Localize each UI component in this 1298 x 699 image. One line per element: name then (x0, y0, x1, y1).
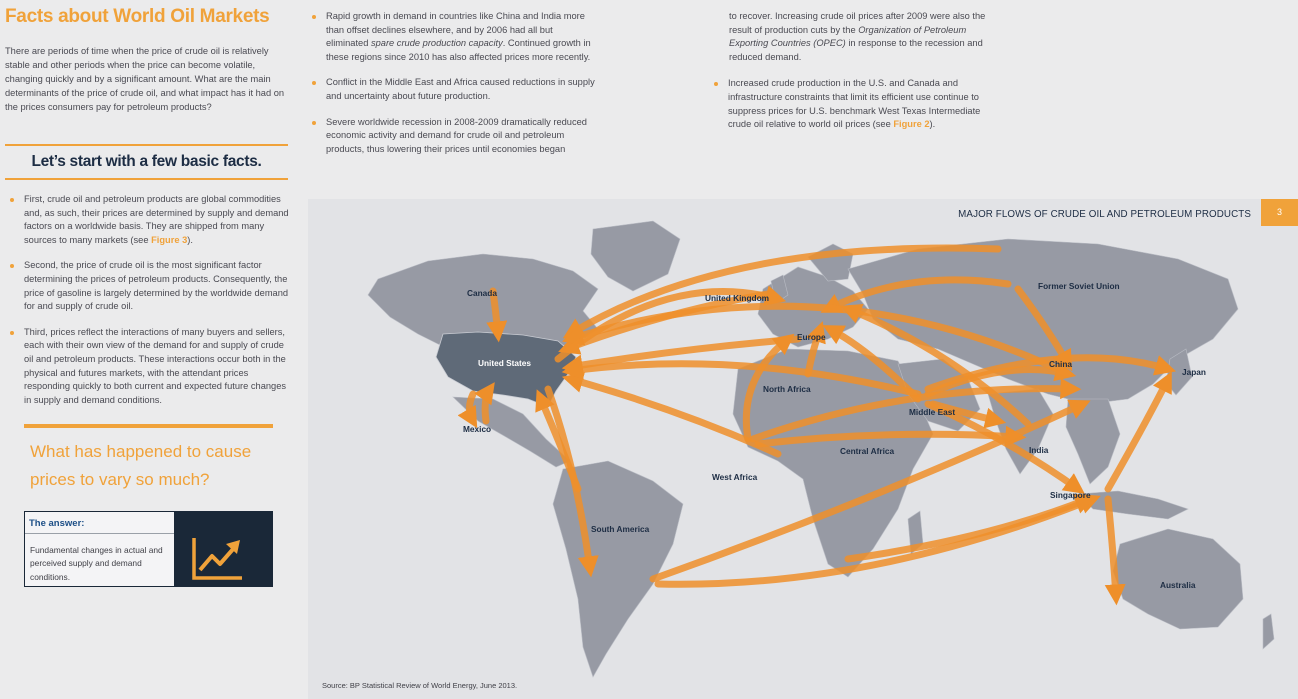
list-item: Rapid growth in demand in countries like China and India more than offset declines elsewhere, and by 2006 had all but eliminated spare crude production capacity. Continued growth in these regions since 2010 has also affected prices more recently. (307, 10, 595, 64)
figure-3-link[interactable]: Figure 3 (151, 234, 188, 245)
question-divider (24, 424, 273, 428)
map-label-europe: Europe (797, 332, 826, 342)
map-label-west-africa: West Africa (712, 472, 758, 482)
basics-heading-box (5, 144, 288, 180)
answer-divider (25, 533, 174, 534)
united-states-highlight (436, 332, 576, 407)
bullet-dot-icon (312, 15, 316, 19)
figure-2-link[interactable]: Figure 2 (893, 119, 930, 130)
answer-heading: The answer: (29, 518, 85, 529)
map-label-china: China (1049, 359, 1073, 369)
flow-us-to-mexico (470, 394, 474, 421)
new-zealand-landmass (1263, 614, 1274, 649)
map-label-central-africa: Central Africa (840, 446, 895, 456)
page-number-badge: 3 (1261, 199, 1298, 226)
map-label-mexico: Mexico (463, 424, 492, 434)
continued-paragraph: to recover. Increasing crude oil prices after 2009 were also the result of production cuts by the Organization of Petroleum Exporting Countries (OPEC) in response to the recession and reduced demand. (729, 11, 986, 62)
bullet-dot-icon (312, 81, 316, 85)
bullet-dot-icon (10, 331, 14, 335)
bullet-dot-icon (714, 82, 718, 86)
answer-text: Fundamental changes in actual and perceived supply and demand conditions. (30, 545, 163, 582)
oil-flows-map-figure (308, 199, 1298, 699)
map-label-canada: Canada (467, 288, 497, 298)
bullet-dot-icon (10, 264, 14, 268)
answer-panel (25, 512, 174, 586)
map-label-south-america: South America (591, 524, 650, 534)
figure-source: Source: BP Statistical Review of World Energy, June 2013. (322, 681, 518, 690)
basics-heading: Let’s start with a few basic facts. (31, 153, 262, 170)
map-label-japan: Japan (1182, 367, 1206, 377)
australia-landmass (1113, 529, 1243, 629)
list-item: Second, the price of crude oil is the most significant factor determining the prices of petroleum products. Consequently, the price of gasoline is largely determined by the worldwide demand for and supply of crude oil. (5, 259, 289, 313)
map-label-united-states: United States (478, 358, 532, 368)
map-label-former-soviet-union: Former Soviet Union (1038, 281, 1120, 291)
middle-bullet-list (307, 10, 595, 168)
map-label-singapore: Singapore (1050, 490, 1091, 500)
flow-singapore-to-australia (1108, 499, 1116, 597)
world-map (308, 199, 1298, 699)
bullet-dot-icon (312, 121, 316, 125)
page-title: Facts about World Oil Markets (5, 6, 270, 27)
map-label-united-kingdom: United Kingdom (705, 293, 770, 303)
list-item: Third, prices reflect the interactions of many buyers and sellers, each with their own view of the demand for and supply of crude oil and petroleum products. These interactions occur both in the physical and futures markets, with the attendant prices responding quickly to both current and expected future changes in supply and demand conditions. (5, 326, 289, 408)
list-item: Conflict in the Middle East and Africa caused reductions in supply and uncertainty about future production. (307, 76, 595, 103)
greenland-landmass (591, 221, 680, 291)
bullet-dot-icon (10, 198, 14, 202)
list-item: Severe worldwide recession in 2008-2009 dramatically reduced economic activity and demand for crude oil and petroleum products, thus lowering their prices until economies began (307, 116, 595, 157)
continents (368, 221, 1274, 677)
right-column (709, 10, 994, 144)
answer-box (24, 511, 273, 587)
trend-up-chart-icon (190, 534, 246, 587)
south-america-landmass (553, 461, 683, 677)
map-label-middle-east: Middle East (909, 407, 956, 417)
figure-title: MAJOR FLOWS OF CRUDE OIL AND PETROLEUM PRODUCTS (958, 209, 1251, 220)
question-callout: What has happened to cause prices to vary so much? (30, 442, 252, 489)
indonesia-landmass (1078, 491, 1188, 519)
map-label-north-africa: North Africa (763, 384, 811, 394)
intro-paragraph: There are periods of time when the price of crude oil is relatively stable and other periods when the price can become volatile, changing quickly and by a significant amount. What are the main determinants of the price of crude oil, and what impact has it had on the prices consumers pay for petroleum products? (5, 46, 285, 112)
map-label-india: India (1029, 445, 1049, 455)
right-bullet-list (709, 77, 994, 131)
map-label-australia: Australia (1160, 580, 1196, 590)
left-bullet-list (5, 193, 289, 419)
list-item: Increased crude production in the U.S. and Canada and infrastructure constraints that limit its efficient use continue to suppress prices for U.S. benchmark West Texas Intermediate crude oil relative to world oil prices (see Figure 2). (709, 77, 994, 131)
list-item: First, crude oil and petroleum products are global commodities and, as such, their prices are determined by supply and demand factors on a worldwide basis. They are shipped from many sources to many markets (see Figure 3). (5, 193, 289, 247)
